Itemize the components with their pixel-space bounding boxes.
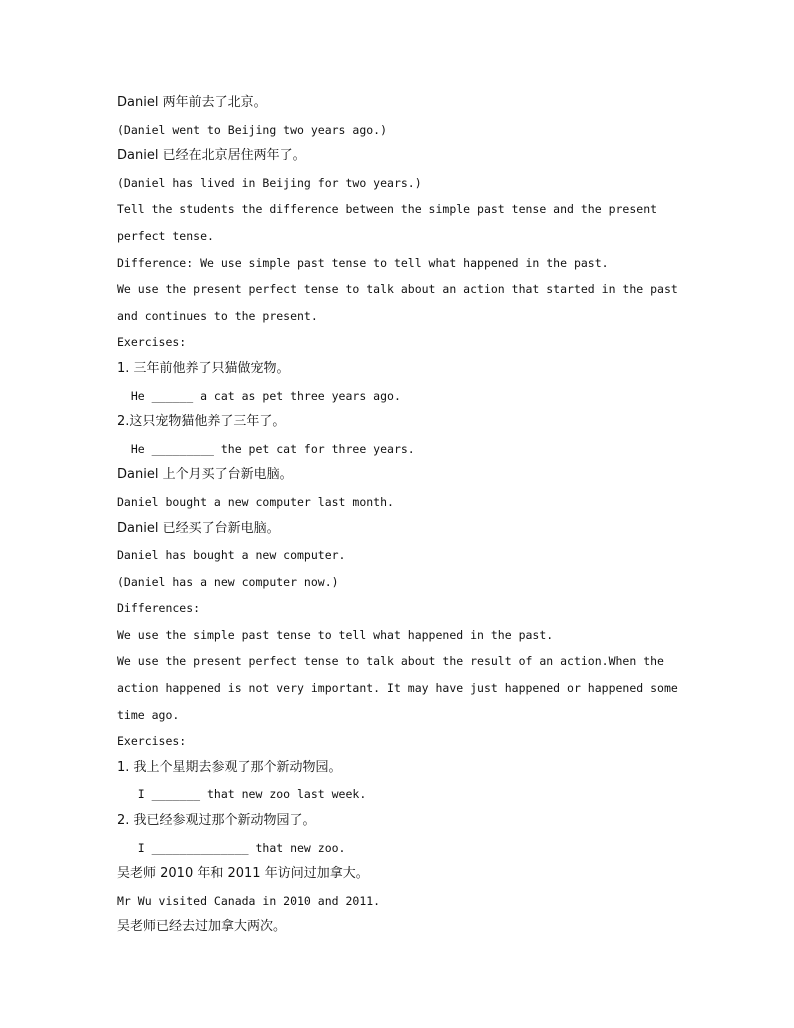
text-line: (Daniel has lived in Beijing for two years.) [117, 175, 422, 190]
text-line: 2. 我已经参观过那个新动物园了。 [117, 813, 316, 829]
text-line: 1. 我上个星期去参观了那个新动物园。 [117, 759, 342, 775]
text-line: Daniel 两年前去了北京。 [117, 95, 267, 110]
text-line: 2.这只宠物猫他养了三年了。 [117, 414, 286, 430]
text-line: 吴老师已经去过加拿大两次。 [117, 919, 287, 935]
text-line: perfect tense. [117, 228, 214, 243]
text-line: Tell the students the difference between the simple past tense and the present [117, 202, 658, 217]
text-line: Daniel 已经在北京居住两年了。 [117, 148, 306, 164]
text-line: 1. 三年前他养了只猫做宠物。 [117, 360, 290, 376]
text-line: Difference: We use simple past tense to tell what happened in the past. [117, 255, 609, 270]
text-line: We use the present perfect tense to talk about an action that started in the past [117, 282, 678, 297]
text-line: action happened is not very important. It may have just happened or happened some [117, 681, 678, 696]
text-line: Mr Wu visited Canada in 2010 and 2011. [117, 893, 381, 908]
text-line: We use the present perfect tense to talk about the result of an action.When the [117, 654, 664, 669]
text-line: I _______ that new zoo last week. [117, 787, 367, 802]
text-line: He ______ a cat as pet three years ago. [117, 388, 401, 403]
text-line: time ago. [117, 707, 180, 722]
text-line: I ______________ that new zoo. [117, 840, 346, 855]
text-line: Daniel has bought a new computer. [117, 548, 346, 563]
text-line: 吴老师 2010 年和 2011 年访问过加拿大。 [117, 866, 369, 882]
text-line: Differences: [117, 601, 201, 616]
text-line: (Daniel has a new computer now.) [117, 574, 339, 589]
document-body [117, 90, 687, 941]
text-line: He _________ the pet cat for three years. [117, 441, 415, 456]
text-line: We use the simple past tense to tell what happened in the past. [117, 627, 554, 642]
text-line: Exercises: [117, 335, 187, 350]
text-line: Exercises: [117, 734, 187, 749]
text-line: (Daniel went to Beijing two years ago.) [117, 122, 388, 137]
text-line: Daniel 已经买了台新电脑。 [117, 520, 280, 536]
text-line: and continues to the present. [117, 308, 318, 323]
text-line: Daniel bought a new computer last month. [117, 494, 394, 509]
text-line: Daniel 上个月买了台新电脑。 [117, 467, 293, 483]
